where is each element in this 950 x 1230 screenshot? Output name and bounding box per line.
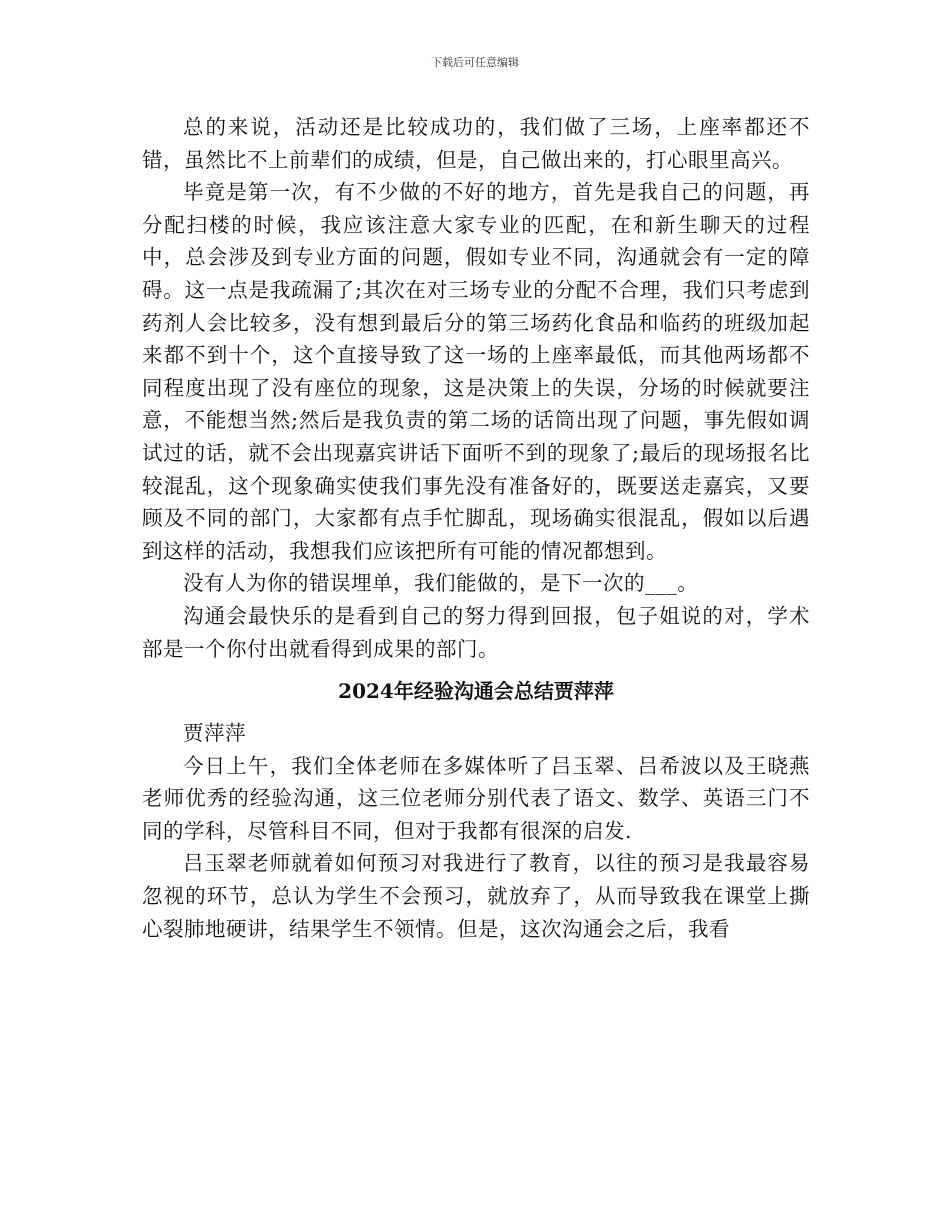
paragraph: 沟通会最快乐的是看到自己的努力得到回报，包子姐说的对，学术部是一个你付出就看得到成果的部门。 xyxy=(142,603,810,661)
paragraph: 毕竟是第一次，有不少做的不好的地方，首先是我自己的问题，再分配扫楼的时候，我应该注意大家专业的匹配，在和新生聊天的过程中，总会涉及到专业方面的问题，假如专业不同，沟通就会有一定的障碍。这一点是我疏漏了;其次在对三场专业的分配不合理，我们只考虑到药剂人会比较多，没有想到最后分的第三场药化食品和临药的班级加起来都不到十个，这个直接导致了这一场的上座率最低，而其他两场都不同程度出现了没有座位的现象，这是决策上的失误，分场的时候就要注意，不能想当然;然后是我负责的第二场的话筒出现了问题，事先假如调试过的话，就不会出现嘉宾讲话下面听不到的现象了;最后的现场报名比较混乱，这个现象确实使我们事先没有准备好的，既要送走嘉宾，又要顾及不同的部门，大家都有点手忙脚乱，现场确实很混乱，假如以后遇到这样的活动，我想我们应该把所有可能的情况都想到。 xyxy=(142,180,810,563)
paragraph: 吕玉翠老师就着如何预习对我进行了教育，以往的预习是我最容易忽视的环节，总认为学生不会预习，就放弃了，从而导致我在课堂上撕心裂肺地硬讲，结果学生不领情。但是，这次沟通会之后，我看 xyxy=(142,851,810,941)
page-header-note: 下载后可任意编辑 xyxy=(431,56,519,69)
paragraph: 总的来说，活动还是比较成功的，我们做了三场，上座率都还不错，虽然比不上前辈们的成绩，但是，自己做出来的，打心眼里高兴。 xyxy=(142,115,810,172)
paragraph: 今日上午，我们全体老师在多媒体听了吕玉翠、吕希波以及王晓燕老师优秀的经验沟通，这三位老师分别代表了语文、数学、英语三门不同的学科，尽管科目不同，但对于我都有很深的启发. xyxy=(142,753,810,843)
section-title: 2024年经验沟通会总结贾萍萍 xyxy=(338,679,614,704)
paragraph: 没有人为你的错误埋单，我们能做的，是下一次的___。 xyxy=(183,571,699,596)
document-body xyxy=(142,111,810,945)
author-name: 贾萍萍 xyxy=(183,721,246,746)
